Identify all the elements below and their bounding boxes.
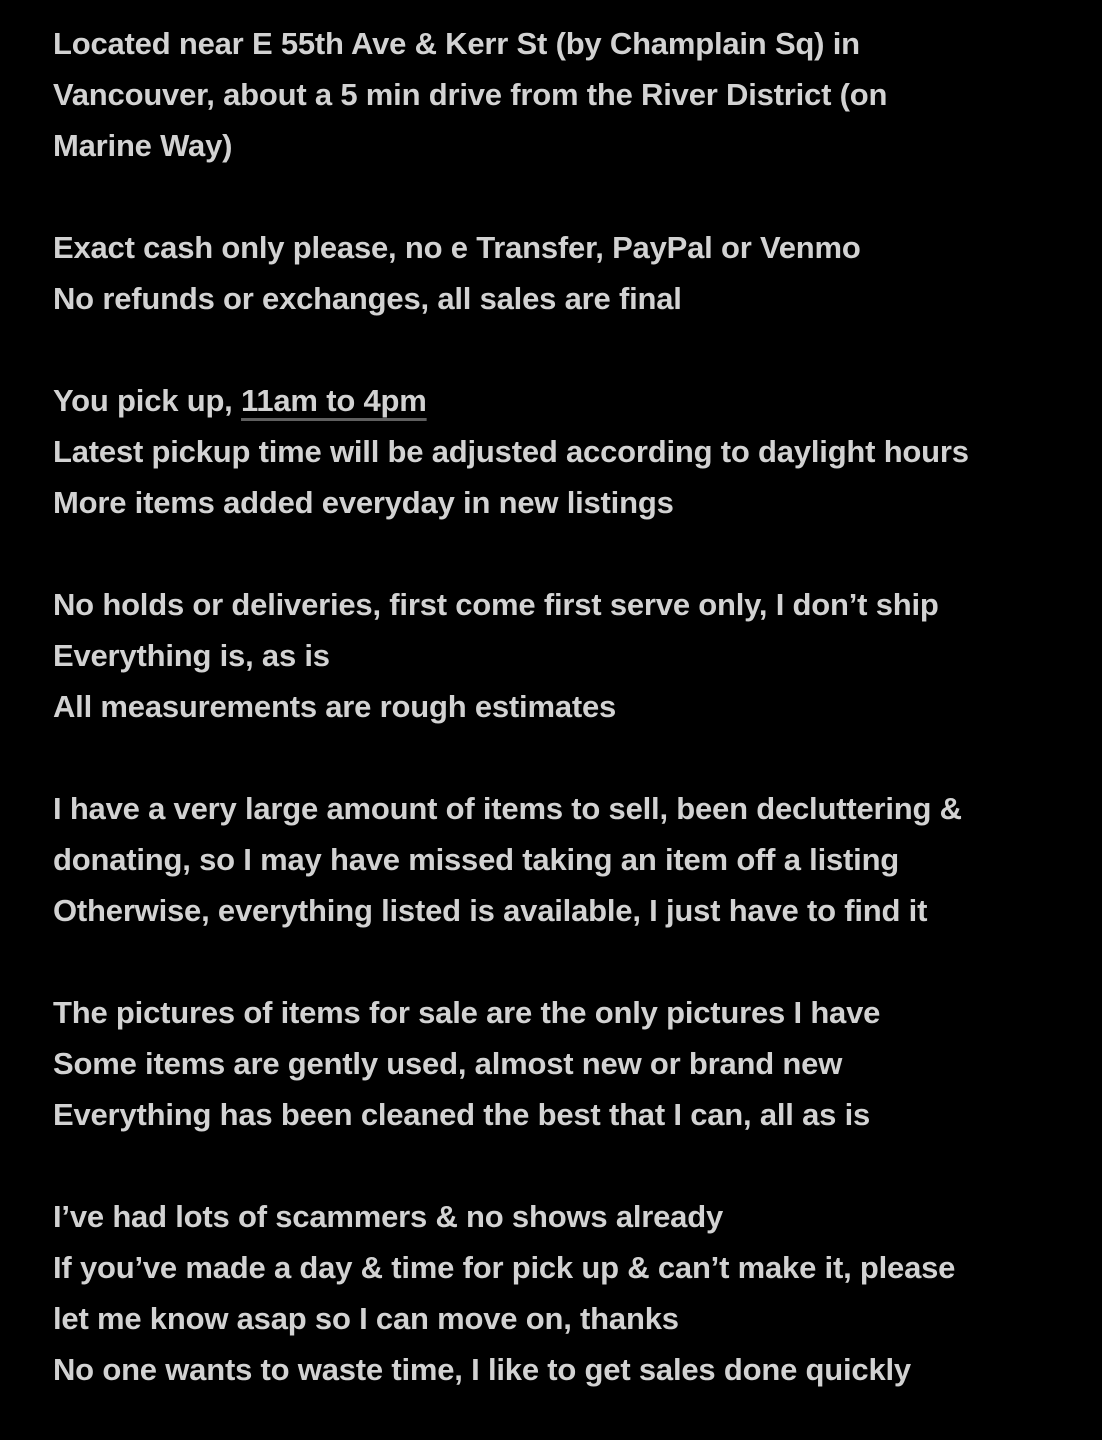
text-segment: Everything is, as is (53, 638, 330, 673)
text-line (53, 1293, 1062, 1344)
text-line (53, 1344, 1062, 1395)
listing-description (53, 18, 1062, 1395)
text-segment: You pick up, (53, 383, 242, 418)
paragraph (53, 1191, 1062, 1395)
text-segment: donating, so I may have missed taking an item off a listing (53, 842, 900, 877)
text-segment: No one wants to waste time, I like to get sales done quickly (53, 1352, 911, 1387)
text-line (53, 630, 1062, 681)
text-segment: I have a very large amount of items to sell, been decluttering & (53, 791, 962, 826)
paragraph (53, 783, 1062, 936)
text-segment: Some items are gently used, almost new or brand new (53, 1046, 843, 1081)
text-segment: Marine Way) (53, 128, 233, 163)
text-segment: Exact cash only please, no e Transfer, PayPal or Venmo (53, 230, 861, 265)
text-line (53, 834, 1062, 885)
text-line (53, 18, 1062, 69)
paragraph (53, 579, 1062, 732)
text-line (53, 69, 1062, 120)
text-line (53, 579, 1062, 630)
paragraph (53, 222, 1062, 324)
text-line (53, 1191, 1062, 1242)
text-segment: No refunds or exchanges, all sales are final (53, 281, 682, 316)
text-line (53, 1242, 1062, 1293)
text-line (53, 273, 1062, 324)
text-line (53, 681, 1062, 732)
text-line (53, 120, 1062, 171)
text-line (53, 426, 1062, 477)
text-segment: If you’ve made a day & time for pick up & can’t make it, please (53, 1250, 956, 1285)
text-line (53, 987, 1062, 1038)
text-line (53, 375, 1062, 426)
paragraph (53, 18, 1062, 171)
text-segment: Located near E 55th Ave & Kerr St (by Champlain Sq) in (53, 26, 860, 61)
paragraph (53, 987, 1062, 1140)
text-segment: Latest pickup time will be adjusted according to daylight hours (53, 434, 969, 469)
text-segment: More items added everyday in new listings (53, 485, 674, 520)
text-line (53, 222, 1062, 273)
paragraph (53, 375, 1062, 528)
text-line (53, 1038, 1062, 1089)
text-segment: No holds or deliveries, first come first serve only, I don’t ship (53, 587, 939, 622)
text-segment: The pictures of items for sale are the only pictures I have (53, 995, 881, 1030)
text-segment: Otherwise, everything listed is available, I just have to find it (53, 893, 928, 928)
text-line (53, 477, 1062, 528)
text-segment: All measurements are rough estimates (53, 689, 617, 724)
text-segment: Everything has been cleaned the best that I can, all as is (53, 1097, 871, 1132)
text-line (53, 783, 1062, 834)
text-line (53, 1089, 1062, 1140)
text-line (53, 885, 1062, 936)
text-segment: let me know asap so I can move on, thanks (53, 1301, 679, 1336)
text-segment: Vancouver, about a 5 min drive from the River District (on (53, 77, 888, 112)
pickup-time-link[interactable]: 11am to 4pm (241, 383, 427, 418)
text-segment: I’ve had lots of scammers & no shows already (53, 1199, 723, 1234)
